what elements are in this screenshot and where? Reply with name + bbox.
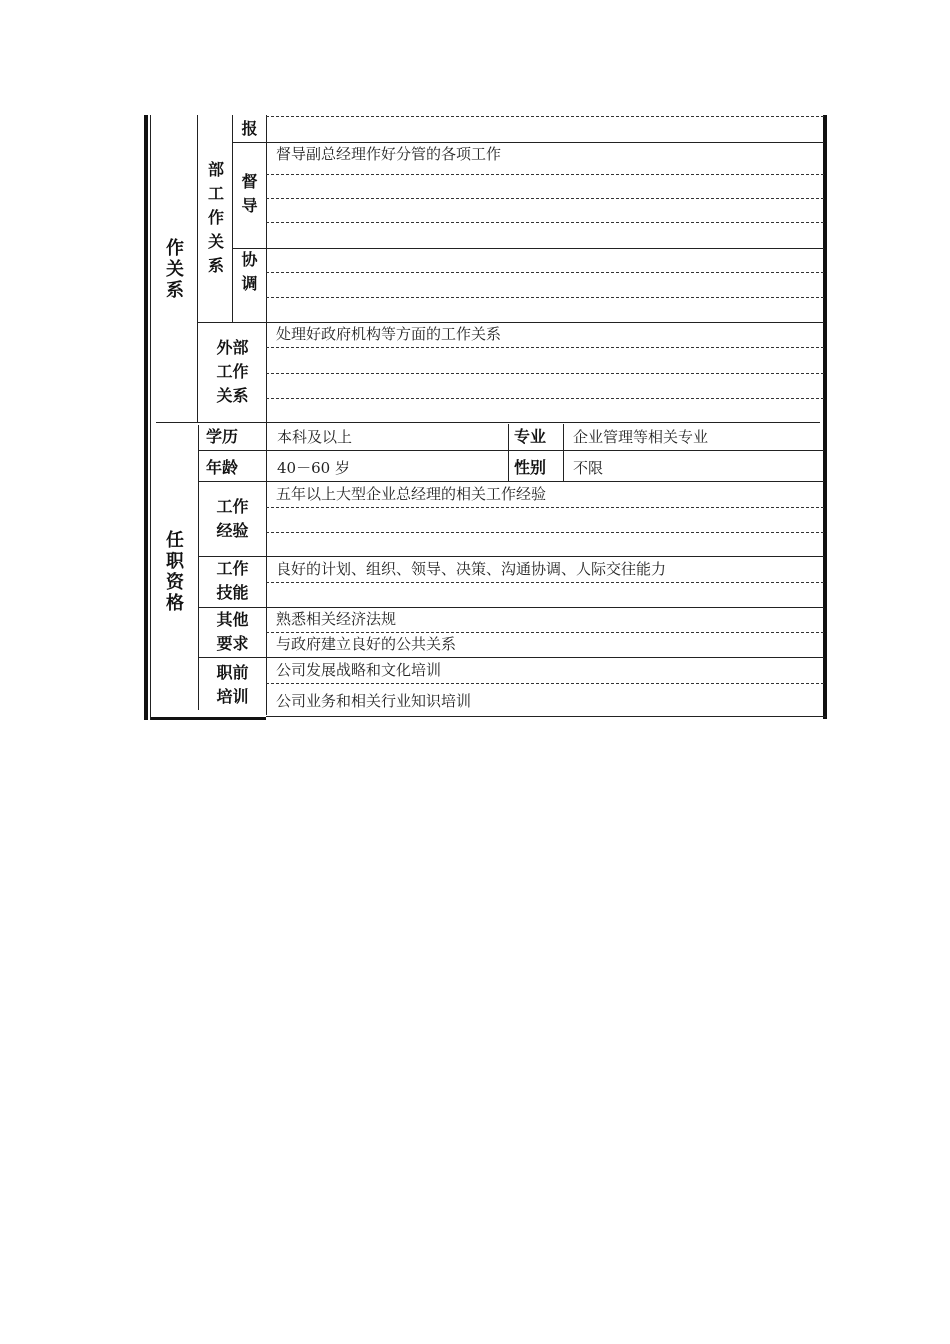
- major-value: 企业管理等相关专业: [573, 428, 709, 446]
- education-value: 本科及以上: [277, 428, 353, 446]
- supervise-label: 督 导: [241, 172, 258, 215]
- bottom-border: [150, 717, 266, 720]
- training-line-2: 公司业务和相关行业知识培训: [276, 692, 472, 710]
- skills-label: 工作 技能: [216, 559, 249, 602]
- gender-label: 性别: [514, 458, 547, 477]
- left-border: [144, 115, 148, 720]
- bottom-line: [266, 716, 826, 717]
- coordinate-label: 协 调: [241, 250, 258, 293]
- major-label: 专业: [514, 427, 547, 446]
- report-label: 报: [241, 119, 258, 138]
- age-value: 40－60 岁: [277, 459, 350, 477]
- other-requirements-label: 其他 要求: [216, 610, 249, 653]
- internal-relations-label: 部 工 作 关 系: [207, 160, 224, 275]
- other-line-2: 与政府建立良好的公共关系: [276, 635, 457, 653]
- other-line-1: 熟悉相关经济法规: [276, 610, 397, 628]
- work-relations-title: 作 关 系: [166, 238, 184, 301]
- external-line-1: 处理好政府机构等方面的工作关系: [276, 325, 502, 343]
- training-line-1: 公司发展战略和文化培训: [276, 661, 442, 679]
- education-label: 学历: [206, 427, 239, 446]
- external-relations-label: 外部 工作 关系: [216, 338, 249, 405]
- age-label: 年龄: [206, 458, 239, 477]
- qualifications-title: 任 职 资 格: [166, 530, 184, 614]
- supervise-line-1: 督导副总经理作好分管的各项工作: [276, 145, 502, 163]
- experience-label: 工作 经验: [216, 497, 249, 540]
- experience-line-1: 五年以上大型企业总经理的相关工作经验: [276, 485, 547, 503]
- pre-job-training-label: 职前 培训: [216, 663, 249, 706]
- right-border: [823, 115, 827, 719]
- skills-line-1: 良好的计划、组织、领导、决策、沟通协调、人际交往能力: [276, 560, 667, 578]
- gender-value: 不限: [573, 459, 604, 477]
